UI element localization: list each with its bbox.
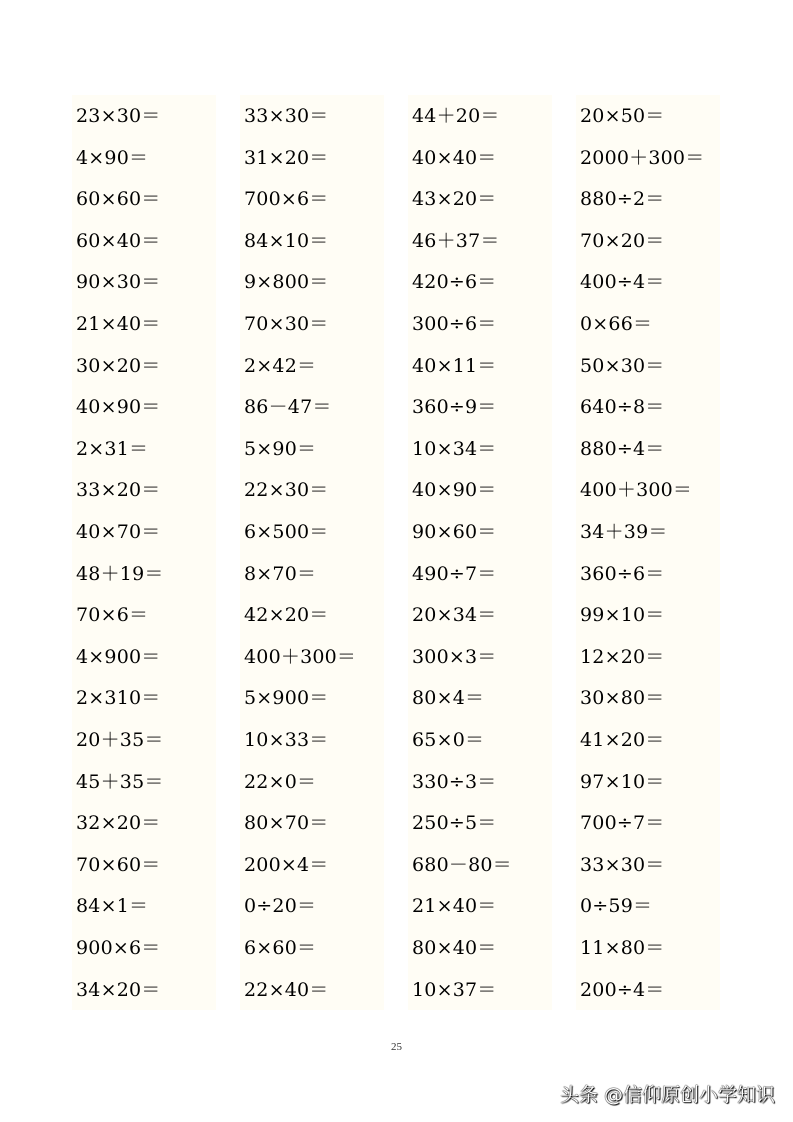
math-problem: 46＋37＝ (412, 229, 500, 252)
math-problem: 360÷6＝ (580, 562, 665, 585)
math-problem: 40×90＝ (76, 396, 161, 419)
math-problem: 400＋300＝ (244, 645, 357, 668)
math-problem: 250÷5＝ (412, 812, 497, 835)
math-problem: 2×42＝ (244, 354, 317, 377)
math-problem: 34×20＝ (76, 978, 161, 1001)
math-problem: 80×70＝ (244, 812, 329, 835)
problem-column-2 (240, 95, 384, 1010)
problem-column-3 (408, 95, 552, 1010)
math-problem: 20×34＝ (412, 604, 497, 627)
math-problem: 90×60＝ (412, 521, 497, 543)
math-problem: 0÷20＝ (244, 895, 317, 918)
math-problem: 330÷3＝ (412, 770, 497, 793)
watermark-caption: 头条 @信仰原创小学知识 (559, 1084, 775, 1106)
math-problem: 490÷7＝ (412, 562, 497, 585)
math-problem: 32×20＝ (76, 812, 161, 835)
math-problem: 300÷6＝ (412, 313, 497, 335)
math-problem: 5×90＝ (244, 437, 317, 460)
math-problem: 23×30＝ (76, 105, 161, 127)
math-problem: 700÷7＝ (580, 812, 665, 835)
math-problem: 20＋35＝ (76, 729, 164, 751)
math-problem: 34＋39＝ (580, 521, 668, 543)
math-problem: 21×40＝ (412, 895, 497, 918)
math-problem: 80×4＝ (412, 687, 485, 710)
math-problem: 33×30＝ (580, 853, 665, 876)
math-problem: 10×37＝ (412, 978, 497, 1001)
problem-column-1 (72, 95, 216, 1010)
math-problem: 400÷4＝ (580, 271, 665, 294)
math-problem: 21×40＝ (76, 313, 161, 335)
math-problem: 11×80＝ (580, 937, 665, 959)
math-problem: 60×60＝ (76, 188, 161, 211)
math-problem: 300×3＝ (412, 645, 497, 668)
math-problem: 22×30＝ (244, 479, 329, 502)
math-problem: 22×0＝ (244, 770, 317, 793)
math-problem: 880÷2＝ (580, 188, 665, 211)
math-problem: 6×500＝ (244, 521, 329, 543)
math-problem: 84×10＝ (244, 229, 329, 252)
math-problem: 900×6＝ (76, 937, 161, 959)
math-problem: 70×6＝ (76, 604, 149, 627)
math-problem: 33×20＝ (76, 479, 161, 502)
math-problem: 99×10＝ (580, 604, 665, 627)
math-problem: 400＋300＝ (580, 479, 693, 502)
math-problem: 420÷6＝ (412, 271, 497, 294)
math-problem: 700×6＝ (244, 188, 329, 211)
math-problem: 40×40＝ (412, 146, 497, 169)
math-problem: 45＋35＝ (76, 770, 164, 793)
math-problem: 65×0＝ (412, 729, 485, 751)
math-problem: 44＋20＝ (412, 105, 500, 127)
math-problem: 70×60＝ (76, 853, 161, 876)
math-problem: 80×40＝ (412, 937, 497, 959)
math-problem: 33×30＝ (244, 105, 329, 127)
math-problem: 40×11＝ (412, 354, 497, 377)
math-problem: 84×1＝ (76, 895, 149, 918)
math-problem: 2000＋300＝ (580, 146, 705, 169)
math-problem: 200÷4＝ (580, 978, 665, 1001)
math-problem: 30×80＝ (580, 687, 665, 710)
math-problem: 40×70＝ (76, 521, 161, 543)
math-problem: 9×800＝ (244, 271, 329, 294)
math-problem: 200×4＝ (244, 853, 329, 876)
math-problem: 0×66＝ (580, 313, 653, 335)
math-problem: 97×10＝ (580, 770, 665, 793)
math-problem: 42×20＝ (244, 604, 329, 627)
math-problem: 5×900＝ (244, 687, 329, 710)
math-problem: 48＋19＝ (76, 562, 164, 585)
math-problem: 6×60＝ (244, 937, 317, 959)
math-problem: 12×20＝ (580, 645, 665, 668)
math-problem: 880÷4＝ (580, 437, 665, 460)
math-problem: 640÷8＝ (580, 396, 665, 419)
math-problem: 8×70＝ (244, 562, 317, 585)
math-problem: 31×20＝ (244, 146, 329, 169)
math-problem: 4×90＝ (76, 146, 149, 169)
math-problem: 70×20＝ (580, 229, 665, 252)
math-problem: 360÷9＝ (412, 396, 497, 419)
math-problem: 50×30＝ (580, 354, 665, 377)
math-problem: 2×31＝ (76, 437, 149, 460)
math-problem: 2×310＝ (76, 687, 161, 710)
math-problem: 40×90＝ (412, 479, 497, 502)
math-problem: 60×40＝ (76, 229, 161, 252)
math-problem: 22×40＝ (244, 978, 329, 1001)
problem-column-4 (576, 95, 720, 1010)
math-problem: 680－80＝ (412, 853, 512, 876)
math-problem: 20×50＝ (580, 105, 665, 127)
math-problem: 0÷59＝ (580, 895, 653, 918)
math-problem: 10×34＝ (412, 437, 497, 460)
math-problem: 4×900＝ (76, 645, 161, 668)
math-problem: 30×20＝ (76, 354, 161, 377)
math-problem: 86－47＝ (244, 396, 332, 419)
math-problem: 90×30＝ (76, 271, 161, 294)
page-number: 25 (391, 1041, 402, 1053)
math-problem: 70×30＝ (244, 313, 329, 335)
math-problem: 41×20＝ (580, 729, 665, 751)
math-problem: 10×33＝ (244, 729, 329, 751)
math-problem: 43×20＝ (412, 188, 497, 211)
